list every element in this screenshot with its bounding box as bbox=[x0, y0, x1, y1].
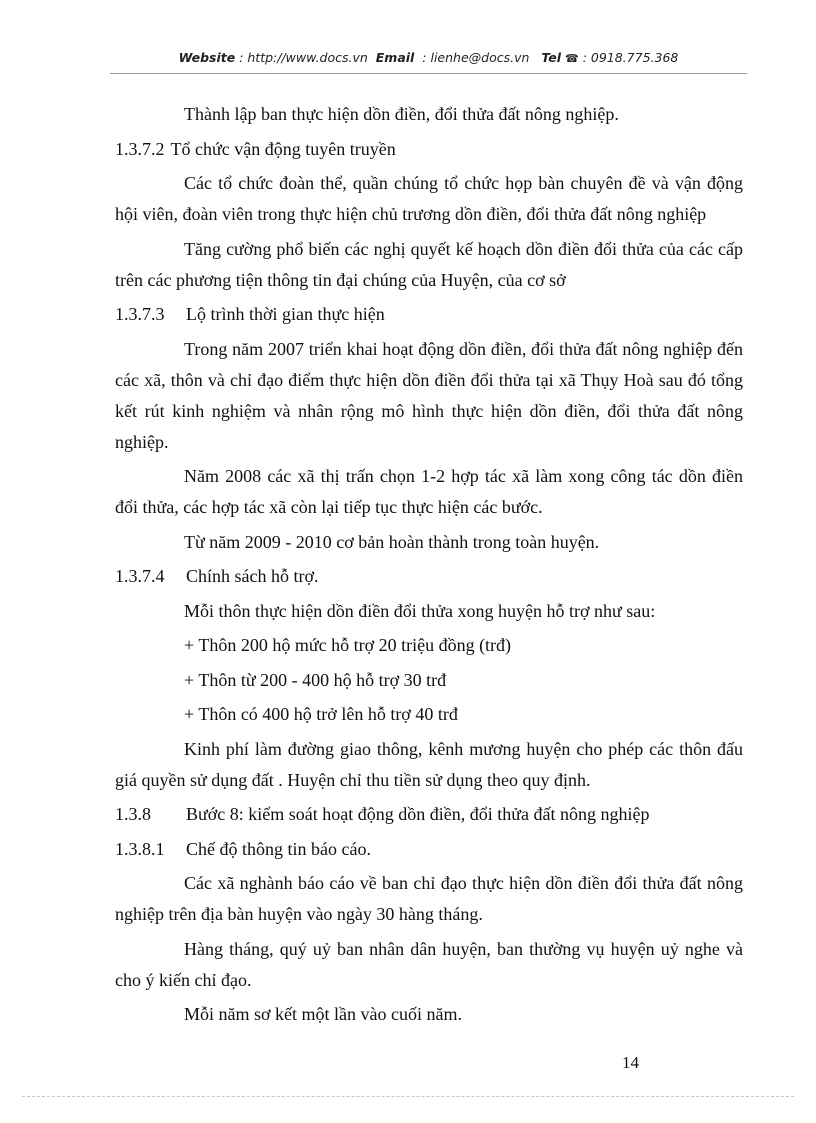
section-number: 1.3.8 bbox=[115, 804, 151, 824]
paragraph: Các xã nghành báo cáo về ban chỉ đạo thực hiện dồn điền đổi thửa đất nông nghiệp trên địa bàn huyện vào ngày 30 hàng tháng. bbox=[115, 873, 743, 924]
section-heading-1-3-7-4 bbox=[115, 561, 743, 592]
website-url[interactable]: : http://www.docs.vn bbox=[239, 50, 368, 65]
paragraph: Mỗi năm sơ kết một lần vào cuối năm. bbox=[184, 1004, 462, 1024]
tel-number: : 0918.775.368 bbox=[582, 50, 679, 65]
paragraph: Hàng tháng, quý uỷ ban nhân dân huyện, ban thường vụ huyện uỷ nghe và cho ý kiến chỉ đạo. bbox=[115, 938, 743, 990]
page-number: 14 bbox=[622, 1053, 639, 1072]
paragraph: Các tổ chức đoàn thể, quần chúng tổ chức họp bàn chuyên đề và vận động hội viên, đoàn viên trong thực hiện chủ trương dồn điền, đổi thửa đất nông nghiệp bbox=[115, 173, 743, 224]
section-title: Lộ trình thời gian thực hiện bbox=[186, 304, 385, 324]
section-number: 1.3.8.1 bbox=[115, 838, 165, 859]
list-item: + Thôn có 400 hộ trở lên hỗ trợ 40 trđ bbox=[184, 704, 458, 724]
email-address[interactable]: : lienhe@docs.vn bbox=[422, 50, 530, 65]
phone-icon: ☎ bbox=[565, 52, 579, 65]
paragraph: Năm 2008 các xã thị trấn chọn 1-2 hợp tác xã làm xong công tác dồn điền đổi thửa, các hợp tác xã còn lại tiếp tục thực hiện các bước. bbox=[115, 466, 743, 517]
section-number: 1.3.7.3 bbox=[115, 304, 165, 324]
paragraph: Từ năm 2009 - 2010 cơ bản hoàn thành trong toàn huyện. bbox=[184, 531, 600, 552]
list-item: + Thôn từ 200 - 400 hộ hỗ trợ 30 trđ bbox=[184, 669, 447, 690]
section-number: 1.3.7.2 bbox=[115, 138, 165, 159]
section-title: Chính sách hỗ trợ. bbox=[186, 566, 319, 586]
section-title: Chế độ thông tin báo cáo. bbox=[186, 838, 371, 859]
footer-divider bbox=[22, 1096, 794, 1097]
section-title: Tổ chức vận động tuyên truyền bbox=[170, 138, 396, 159]
paragraph: Tăng cường phổ biến các nghị quyết kế hoạch dồn điền đổi thửa của các cấp trên các phương tiện thông tin đại chúng của Huyện, của cơ sở bbox=[115, 238, 743, 290]
tel-label: Tel bbox=[541, 50, 562, 65]
page-header bbox=[110, 50, 747, 65]
paragraph: Trong năm 2007 triển khai hoạt động dồn điền, đổi thửa đất nông nghiệp đến các xã, thôn và chỉ đạo điểm thực hiện dồn điền đổi thửa tại xã Thụy Hoà sau đó tổng kết rút kinh nghiệm và nhân rộng mô hình thực hiện dồn điền, đổi thửa đất nông nghiệp. bbox=[115, 338, 743, 452]
header-divider bbox=[110, 73, 747, 74]
section-number: 1.3.7.4 bbox=[115, 566, 165, 586]
section-heading-1-3-7-3 bbox=[115, 299, 743, 330]
section-title: Bước 8: kiểm soát hoạt động dồn điền, đổi thửa đất nông nghiệp bbox=[186, 804, 650, 824]
website-label: Website bbox=[178, 50, 236, 65]
paragraph: Mỗi thôn thực hiện dồn điền đổi thửa xong huyện hỗ trợ như sau: bbox=[184, 600, 656, 621]
section-heading-1-3-8 bbox=[115, 799, 743, 830]
email-label: Email bbox=[375, 50, 415, 65]
body-text bbox=[115, 99, 743, 1034]
section-heading-1-3-7-2 bbox=[115, 134, 743, 165]
paragraph: Thành lập ban thực hiện dồn điền, đổi thửa đất nông nghiệp. bbox=[184, 104, 619, 124]
paragraph: Kinh phí làm đường giao thông, kênh mương huyện cho phép các thôn đấu giá quyền sử dụng đất . Huyện chỉ thu tiền sử dụng theo quy định. bbox=[115, 738, 743, 790]
list-item: + Thôn 200 hộ mức hỗ trợ 20 triệu đồng (trđ) bbox=[184, 635, 512, 655]
section-heading-1-3-8-1 bbox=[115, 834, 743, 865]
